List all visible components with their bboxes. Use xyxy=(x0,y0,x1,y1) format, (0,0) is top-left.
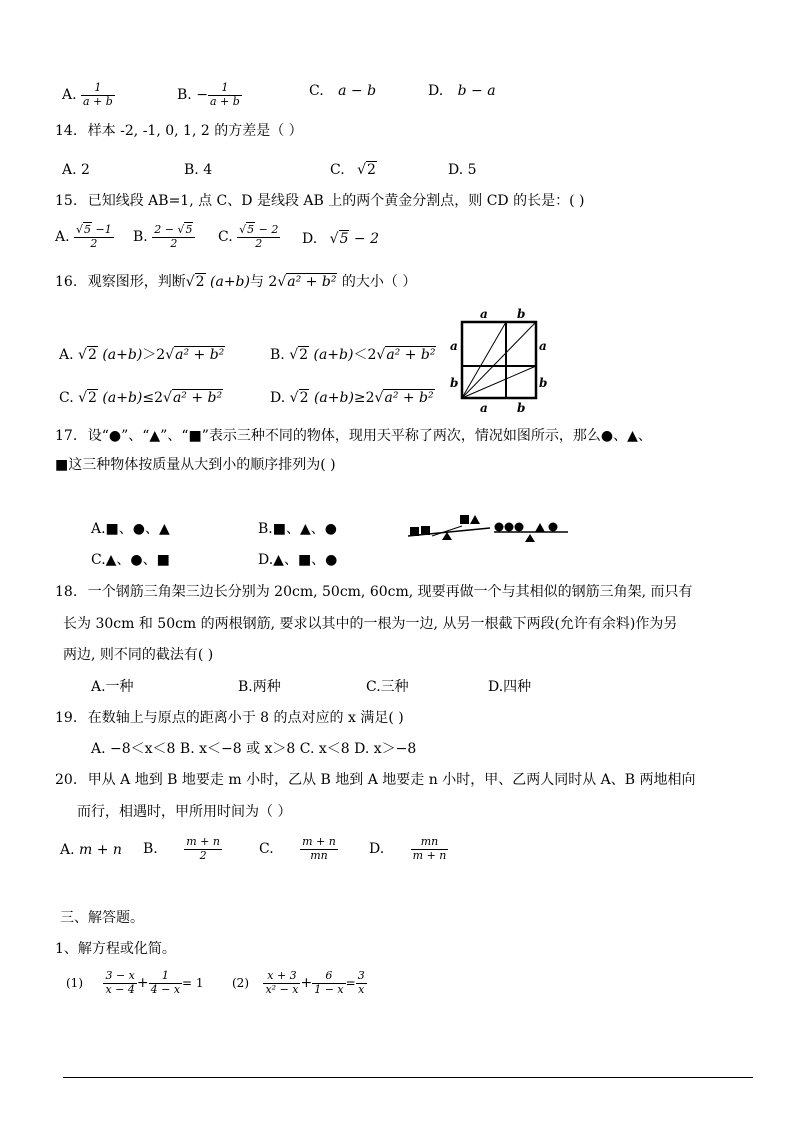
q15-stem xyxy=(55,194,584,208)
q13-d-label: D. xyxy=(428,83,444,99)
q16-c-label: C. xyxy=(59,390,74,406)
q18-option-c: C.三种 xyxy=(366,679,409,695)
fig-label-bottom-a: a xyxy=(480,401,488,414)
problem-2-fraction-2 xyxy=(312,970,345,996)
q20-text-line1: 甲从 A 地到 B 地要走 m 小时，乙从 B 地到 A 地要走 n 小时，甲、乙两人同时从 A、B 两地相向 xyxy=(87,772,696,788)
q20-option-a xyxy=(60,843,122,857)
p1-plus: + xyxy=(136,975,149,992)
q16-a-rel: ＞2 xyxy=(142,347,166,363)
q20-b-den: 2 xyxy=(184,849,222,863)
p2-f3-den: x xyxy=(356,983,367,997)
q13-option-d xyxy=(428,84,496,98)
q20-option-b xyxy=(143,836,222,862)
q13-a-num: 1 xyxy=(94,81,102,94)
q15-b-head: 2 − xyxy=(154,223,178,236)
fig-label-left-a: a xyxy=(450,339,458,353)
q17-number: 17. xyxy=(55,428,78,444)
p1-f1-num: 3 − x xyxy=(105,969,135,982)
balance-left xyxy=(408,515,490,540)
p1-f2-num: 1 xyxy=(161,969,169,982)
q15-b-rad: 5 xyxy=(185,223,193,236)
q15-a-tail: −1 xyxy=(92,223,112,236)
q18-line2: 长为 30cm 和 50cm 的两根钢筋, 要求以其中的一根为一边, 从另一根截下两段(允许有余料)作为另 xyxy=(63,616,678,632)
fig-label-right-b: b xyxy=(539,376,548,390)
q16-b-sum: (a+b) xyxy=(313,347,354,363)
q14-text: 样本 -2, -1, 0, 1, 2 的方差是（ ） xyxy=(87,123,303,139)
q17-line2: ■这三种物体按质量从大到小的顺序排列为( ) xyxy=(55,457,336,473)
q18-option-d: D.四种 xyxy=(488,679,532,695)
fig-label-bottom-b: b xyxy=(517,401,526,414)
q14-option-a: A. 2 xyxy=(62,162,90,178)
q16-d-rad2: a² + b² xyxy=(384,390,434,406)
q15-option-a xyxy=(55,224,114,250)
q20-d-label: D. xyxy=(369,841,385,858)
q20-c-den: mn xyxy=(300,849,338,863)
q16-square-figure xyxy=(440,308,550,414)
q15-c-label: C. xyxy=(218,229,233,246)
q13-a-den: a + b xyxy=(83,94,113,108)
q15-b-label: B. xyxy=(133,229,148,246)
fig-label-left-b: b xyxy=(450,376,459,390)
q14-c-label: C. xyxy=(330,162,345,178)
q20-b-fraction xyxy=(184,836,222,862)
q13-option-c xyxy=(309,84,376,98)
q15-a-label: A. xyxy=(55,229,70,246)
problem-1 xyxy=(66,970,204,996)
q20-a-expr: m + n xyxy=(79,842,122,858)
q20-line2: 而行，相遇时，甲所用时间为（ ） xyxy=(77,804,292,820)
q13-d-expr: b − a xyxy=(457,83,496,99)
q16-d-rad: 2 xyxy=(299,390,309,406)
q15-a-den: 2 xyxy=(74,237,114,251)
q16-c-rad2: a² + b² xyxy=(172,390,223,406)
p2-f1-den: x² − x xyxy=(265,982,299,996)
p2-eq: = xyxy=(345,976,356,991)
q16-mid1: (a+b) xyxy=(210,274,250,290)
q15-number: 15. xyxy=(55,193,78,209)
q17-option-b: B.■、▲、● xyxy=(258,521,337,537)
q16-b-rad: 2 xyxy=(299,347,309,363)
q16-mid2: 与 2 xyxy=(249,274,278,290)
q13-options xyxy=(62,82,115,108)
q15-d-rad: 5 xyxy=(339,231,349,247)
q20-option-c xyxy=(259,836,338,862)
q16-d-sum: (a+b) xyxy=(313,390,354,406)
q16-a-sum: (a+b) xyxy=(102,347,143,363)
section-item-1: 1、解方程或化简。 xyxy=(55,941,176,957)
q17-option-d: D.▲、■、● xyxy=(258,552,338,568)
problem-2-fraction-1 xyxy=(263,970,300,996)
q20-c-fraction xyxy=(300,836,338,862)
q16-stem: 16. 观察图形，判断√2 (a+b)与 2√a² + b² 的大小（ ） xyxy=(55,274,417,290)
q16-b-rel: ＜2 xyxy=(353,347,377,363)
q15-b-fraction: $\frac{2 - √5}{2}$ xyxy=(152,224,195,250)
q18-text-line1: 一个钢筋三角架三边长分别为 20cm, 50cm, 60cm, 现要再做一个与其相似的钢筋三角架, 而只有 xyxy=(87,584,693,600)
q13-a-fraction xyxy=(81,82,115,108)
q15-d-tail: − 2 xyxy=(349,231,380,247)
q16-option-b: B. √2 (a+b)＜2√a² + b² xyxy=(270,347,436,363)
problem-1-fraction-1 xyxy=(103,970,136,996)
q17-option-c: C.▲、●、■ xyxy=(91,552,170,568)
q15-a-rad: 5 xyxy=(84,223,92,236)
q17-text-line1: 设“●”、“▲”、“■”表示三种不同的物体，现用天平称了两次，情况如图所示，那么●、▲、 xyxy=(87,428,652,444)
p2-f2-num: 6 xyxy=(325,969,333,982)
problem-2 xyxy=(232,970,367,996)
q14-c-rad: 2 xyxy=(367,162,376,178)
q13-b-den: a + b xyxy=(209,94,240,108)
q14-number: 14. xyxy=(55,123,78,139)
problem-1-fraction-2 xyxy=(149,970,182,996)
q15-option-b xyxy=(133,224,195,250)
q19-text: 在数轴上与原点的距离小于 8 的点对应的 x 满足( ) xyxy=(87,710,404,726)
q15-c-fraction: $\frac{√5 - 2}{2}$ xyxy=(239,223,279,250)
fig-label-top-b: b xyxy=(517,308,526,321)
q20-c-label: C. xyxy=(259,841,274,858)
q20-a-label: A. xyxy=(60,842,75,858)
q19-stem xyxy=(55,711,404,725)
q18-option-b: B.两种 xyxy=(238,679,281,695)
q20-line1 xyxy=(55,773,696,787)
q14-option-c: C. √2 xyxy=(330,162,376,178)
q16-d-rel: ≥2 xyxy=(353,390,375,406)
q15-c-tail: − 2 xyxy=(255,223,279,236)
q14-stem xyxy=(55,124,303,138)
q18-line1 xyxy=(55,585,693,599)
q20-option-d xyxy=(369,836,448,862)
problem-2-label: (2) xyxy=(232,976,249,991)
q14-option-d: D. 5 xyxy=(448,162,477,178)
q20-b-label: B. xyxy=(143,841,158,858)
footer-rule xyxy=(63,1077,753,1078)
q15-text: 已知线段 AB=1, 点 C、D 是线段 AB 上的两个黄金分割点，则 CD 的长是：( ) xyxy=(87,193,585,209)
q16-d-label: D. xyxy=(270,390,286,406)
q17-line1 xyxy=(55,429,652,443)
q16-option-a: A. √2 (a+b)＞2√a² + b² xyxy=(59,347,225,363)
q16-option-c: C. √2 (a+b)≤2√a² + b² xyxy=(59,390,223,406)
problem-2-fraction-3 xyxy=(356,970,367,996)
q20-d-den: m + n xyxy=(412,848,447,862)
lower-slant-line xyxy=(462,366,536,398)
q18-option-a: A.一种 xyxy=(91,679,134,695)
q19-number: 19. xyxy=(55,710,78,726)
fig-label-right-a: a xyxy=(539,339,547,353)
q16-c-rad: 2 xyxy=(88,390,97,406)
q20-b-num: m + n xyxy=(186,835,220,848)
q16-a-label: A. xyxy=(59,347,74,363)
p2-f1-num: x + 3 xyxy=(267,969,297,982)
q15-option-c xyxy=(218,224,280,250)
p2-f3-num: 3 xyxy=(357,969,365,982)
balance-right xyxy=(494,523,568,543)
q16-option-d: D. √2 (a+b)≥2√a² + b² xyxy=(270,390,434,406)
q15-c-rad: 5 xyxy=(247,223,255,236)
p1-f2-den: 4 − x xyxy=(150,982,181,996)
q16-a-rad: 2 xyxy=(87,347,97,363)
q13-b-sign: − xyxy=(196,87,208,104)
q15-option-d: D. √5 − 2 xyxy=(302,231,380,247)
q16-c-rel: ≤2 xyxy=(142,390,164,406)
q13-b-label: B. xyxy=(177,87,192,104)
q15-c-den: 2 xyxy=(237,237,280,251)
q13-c-expr: a − b xyxy=(338,83,377,99)
p2-plus: + xyxy=(300,975,313,992)
p2-f2-den: 1 − x xyxy=(314,982,344,996)
q16-number: 16. xyxy=(55,274,78,290)
q16-c-sum: (a+b) xyxy=(102,390,143,406)
q16-prefix: 观察图形，判断 xyxy=(87,274,186,290)
q13-option-b xyxy=(177,82,242,108)
q19-options: A. −8＜x＜8 B. x＜−8 或 x＞8 C. x＜8 D. x＞−8 xyxy=(91,741,417,757)
section-title: 三、解答题。 xyxy=(60,910,144,926)
q16-suffix: 的大小（ ） xyxy=(341,274,417,290)
p1-eq: = 1 xyxy=(182,976,204,991)
q16-b-label: B. xyxy=(270,347,285,363)
q13-b-num: 1 xyxy=(221,81,229,94)
q18-line3: 两边, 则不同的截法有( ) xyxy=(63,647,214,663)
problem-1-label: (1) xyxy=(66,976,83,991)
q13-b-fraction xyxy=(208,82,242,108)
q17-balance-figure xyxy=(402,508,572,550)
q13-a-label: A. xyxy=(62,87,77,104)
q16-b-rad2: a² + b² xyxy=(386,347,436,363)
q13-c-label: C. xyxy=(309,83,324,99)
q16-a-rad2: a² + b² xyxy=(175,347,225,363)
q14-option-b: B. 4 xyxy=(184,162,213,178)
q16-rad2: a² + b² xyxy=(287,274,337,290)
q15-b-den: 2 xyxy=(152,237,195,251)
q15-a-fraction: $\frac{√5 -1}{2}$ xyxy=(76,223,112,250)
q20-c-num: m + n xyxy=(302,835,336,848)
q18-number: 18. xyxy=(55,584,78,600)
q20-d-num: mn xyxy=(420,835,439,848)
q17-option-a: A.■、●、▲ xyxy=(91,521,170,537)
fig-label-top-a: a xyxy=(480,308,488,321)
p1-f1-den: x − 4 xyxy=(105,982,135,996)
q16-rad: 2 xyxy=(195,274,205,290)
q15-d-label: D. xyxy=(302,231,318,247)
q20-d-fraction xyxy=(411,836,449,862)
q20-number: 20. xyxy=(55,772,78,788)
